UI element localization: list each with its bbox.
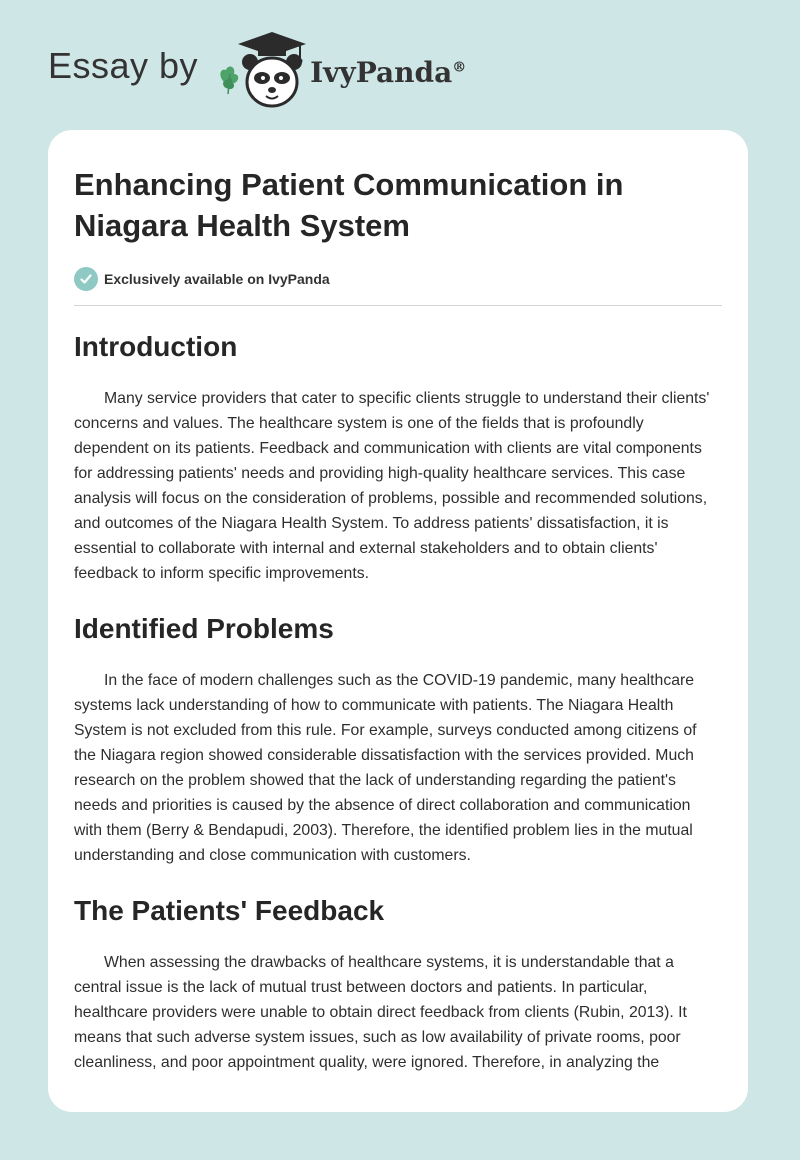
section-paragraph-patients-feedback: When assessing the drawbacks of healthcare systems, it is understandable that a central issue is the lack of mutual trust between doctors and patients. In particular, healthcare providers were unable to obtain direct feedback from clients (Rubin, 2013). It means that such adverse system issues, such as low availability of private rooms, poor cleanliness, and poor appointment quality, were ignored. Therefore, in analyzing the (74, 954, 687, 1071)
article-title: Enhancing Patient Communication in Niagara Health System (74, 167, 624, 243)
exclusive-badge (74, 267, 722, 306)
exclusive-label: Exclusively available on IvyPanda (104, 271, 330, 287)
registered-mark: ® (452, 59, 467, 76)
section-heading-introduction: Introduction (74, 331, 238, 362)
section-heading-patients-feedback: The Patients' Feedback (74, 895, 385, 926)
panda-graduate-icon (214, 30, 306, 110)
section-paragraph-identified-problems: In the face of modern challenges such as the COVID-19 pandemic, many healthcare systems lack understanding of how to communicate with patients. The Niagara Health System is not excluded from this rule. For example, surveys conducted among citizens of the Niagara region showed considerable dissatisfaction with the services provided. Much research on the problem showed that the lack of understanding regarding the patient's needs and priorities is caused by the absence of direct collaboration and communication with them (Berry & Bendapudi, 2003). Therefore, the identified problem lies in the mutual understanding and close communication with customers. (74, 672, 697, 864)
section-paragraph-introduction: Many service providers that cater to specific clients struggle to understand their clients' concerns and values. The healthcare system is one of the fields that is profoundly dependent on its patients. Feedback and communication with clients are vital components for addressing patients' needs and providing high-quality healthcare services. This case analysis will focus on the consideration of problems, possible and recommended solutions, and outcomes of the Niagara Health System. To address patients' dissatisfaction, it is essential to collaborate with internal and external stakeholders and to obtain clients' feedback to inform specific improvements. (74, 390, 710, 582)
section-heading-identified-problems: Identified Problems (74, 613, 334, 644)
check-icon (74, 267, 98, 291)
brand-text: IvyPanda (310, 55, 453, 89)
essay-by-label: Essay by (48, 45, 199, 86)
ivy-leaf-icon (220, 67, 238, 94)
brand-name (310, 56, 466, 89)
article-content (48, 130, 748, 1075)
article-card (48, 130, 748, 1112)
site-header (48, 30, 466, 110)
